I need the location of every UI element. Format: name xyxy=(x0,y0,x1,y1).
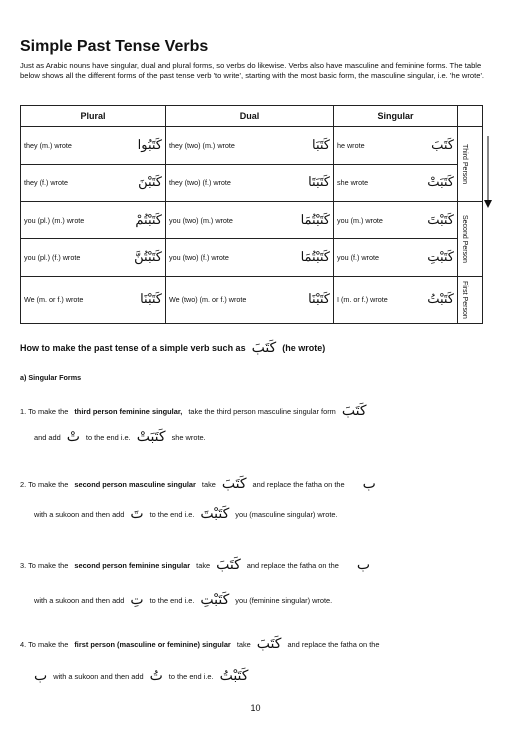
section-heading-gloss: (he wrote) xyxy=(282,343,326,353)
arabic-example: تَ xyxy=(130,506,144,522)
cell-arabic: كَتَبُوا xyxy=(137,138,162,154)
text: to the end i.e. xyxy=(85,432,131,442)
bold-text: first person (masculine or feminine) singular xyxy=(74,639,231,649)
table-cell xyxy=(166,201,334,238)
cell-english: you (two) (f.) wrote xyxy=(169,252,229,262)
arabic-example: تُ xyxy=(149,668,163,684)
arabic-example: كَتَبْتَ xyxy=(200,506,230,522)
header-person xyxy=(458,106,483,127)
cell-arabic: كَتَبْتِ xyxy=(427,249,454,265)
cell-arabic: كَتَبَتَا xyxy=(308,175,330,191)
text: 3. To make the xyxy=(20,560,69,570)
text: take xyxy=(236,639,251,649)
step-3-line-1 xyxy=(20,557,370,573)
bold-text: third person feminine singular, xyxy=(74,406,183,416)
cell-english: they (two) (m.) wrote xyxy=(169,141,235,151)
text: you (feminine singular) wrote. xyxy=(235,595,333,605)
cell-english: he wrote xyxy=(337,141,365,151)
arabic-example: كَتَبَ xyxy=(256,636,282,652)
arabic-example: كَتَبَ xyxy=(216,557,241,573)
cell-arabic: كَتَبْتُمْ xyxy=(135,212,162,228)
cell-english: We (two) (m. or f.) wrote xyxy=(169,295,247,305)
table-cell xyxy=(334,164,458,201)
cell-arabic: كَتَبْتَ xyxy=(427,212,454,228)
text: 2. To make the xyxy=(20,479,69,489)
section-heading xyxy=(20,340,325,356)
person-second xyxy=(458,201,483,276)
arabic-example: كَتَبَ xyxy=(251,340,277,356)
header-dual: Dual xyxy=(166,106,334,127)
step-1-line-1 xyxy=(20,403,366,419)
cell-arabic: كَتَبْنَا xyxy=(308,292,330,308)
text: with a sukoon and then add xyxy=(53,671,144,681)
bold-text: second person masculine singular xyxy=(74,479,196,489)
header-plural: Plural xyxy=(21,106,166,127)
table-cell xyxy=(21,201,166,238)
text: with a sukoon and then add xyxy=(34,595,125,605)
arabic-example: تْ xyxy=(66,429,80,445)
arabic-letter: ب xyxy=(356,557,371,573)
intro-paragraph: Just as Arabic nouns have singular, dual and plural forms, so verbs do likewise. Verbs also have masculine and feminine forms. The table below shows all the different forms of the past tense verb 'to write', starting with the most basic form, the masculine singular, i.e. 'he wrote'. xyxy=(20,61,485,81)
person-first xyxy=(458,276,483,323)
table-cell xyxy=(166,127,334,164)
text: you (masculine singular) wrote. xyxy=(235,509,338,519)
text: take the third person masculine singular form xyxy=(188,406,336,416)
cell-english: they (f.) wrote xyxy=(24,178,68,188)
cell-arabic: كَتَبَ xyxy=(431,138,454,154)
text: and replace the fatha on the xyxy=(287,639,380,649)
table-cell xyxy=(334,201,458,238)
header-singular: Singular xyxy=(334,106,458,127)
table-cell xyxy=(166,164,334,201)
step-2-line-1 xyxy=(20,476,376,492)
text: to the end i.e. xyxy=(168,671,214,681)
table-cell xyxy=(334,127,458,164)
text: 4. To make the xyxy=(20,639,69,649)
table-cell xyxy=(21,276,166,323)
cell-english: you (pl.) (m.) wrote xyxy=(24,215,85,225)
step-4-line-2 xyxy=(34,668,248,684)
table-cell xyxy=(166,239,334,276)
person-label: First Person xyxy=(461,280,468,319)
subheading: a) Singular Forms xyxy=(20,373,82,382)
cell-arabic: كَتَبْنَا xyxy=(140,292,162,308)
text: 1. To make the xyxy=(20,406,69,416)
arabic-example: كَتَبَ xyxy=(221,476,247,492)
cell-english: they (two) (f.) wrote xyxy=(169,178,231,188)
step-4-line-1 xyxy=(20,636,379,652)
arabic-example: كَتَبْتِ xyxy=(200,592,230,608)
cell-arabic: كَتَبْتُ xyxy=(427,292,454,308)
arabic-letter: ب xyxy=(362,476,376,492)
table-cell xyxy=(334,276,458,323)
cell-arabic: كَتَبْتُمَا xyxy=(300,249,330,265)
cell-arabic: كَتَبْنَ xyxy=(138,175,162,191)
text: take xyxy=(201,479,216,489)
step-1-line-2 xyxy=(34,429,206,445)
table-cell xyxy=(21,239,166,276)
text: to the end i.e. xyxy=(149,509,195,519)
text: with a sukoon and then add xyxy=(34,509,125,519)
person-third xyxy=(458,127,483,202)
cell-english: you (pl.) (f.) wrote xyxy=(24,252,81,262)
table-cell xyxy=(334,239,458,276)
cell-arabic: كَتَبْتُمَا xyxy=(300,212,330,228)
section-heading-text: How to make the past tense of a simple verb such as xyxy=(20,343,246,353)
page-number: 10 xyxy=(250,703,261,713)
table-cell xyxy=(21,164,166,201)
table-cell xyxy=(166,276,334,323)
arabic-example: كَتَبَ xyxy=(341,403,367,419)
person-label: Third Person xyxy=(461,144,468,185)
text: she wrote. xyxy=(171,432,206,442)
arabic-example: تِ xyxy=(130,592,144,608)
text: and replace the fatha on the xyxy=(246,560,339,570)
cell-english: We (m. or f.) wrote xyxy=(24,295,84,305)
person-label: Second Person xyxy=(461,214,468,263)
cell-english: she wrote xyxy=(337,178,369,188)
arabic-example: كَتَبْتُ xyxy=(219,668,249,684)
text: take xyxy=(196,560,211,570)
table-cell xyxy=(21,127,166,164)
text: to the end i.e. xyxy=(149,595,195,605)
cell-english: they (m.) wrote xyxy=(24,141,72,151)
conjugation-table xyxy=(20,105,483,324)
cell-english: you (m.) wrote xyxy=(337,215,383,225)
arabic-letter: ب xyxy=(34,668,48,684)
cell-arabic: كَتَبَتْ xyxy=(427,175,454,191)
step-2-line-2 xyxy=(34,506,338,522)
step-3-line-2 xyxy=(34,592,332,608)
cell-english: you (two) (m.) wrote xyxy=(169,215,233,225)
arabic-example: كَتَبَتْ xyxy=(136,429,166,445)
bold-text: second person feminine singular xyxy=(74,560,191,570)
cell-english: I (m. or f.) wrote xyxy=(337,295,388,305)
page-title: Simple Past Tense Verbs xyxy=(20,38,209,55)
cell-arabic: كَتَبَا xyxy=(312,138,330,154)
text: and replace the fatha on the xyxy=(252,479,345,489)
cell-english: you (f.) wrote xyxy=(337,252,379,262)
down-arrow-icon xyxy=(484,136,492,208)
cell-arabic: كَتَبْتُنَّ xyxy=(134,249,162,265)
text: and add xyxy=(34,432,61,442)
